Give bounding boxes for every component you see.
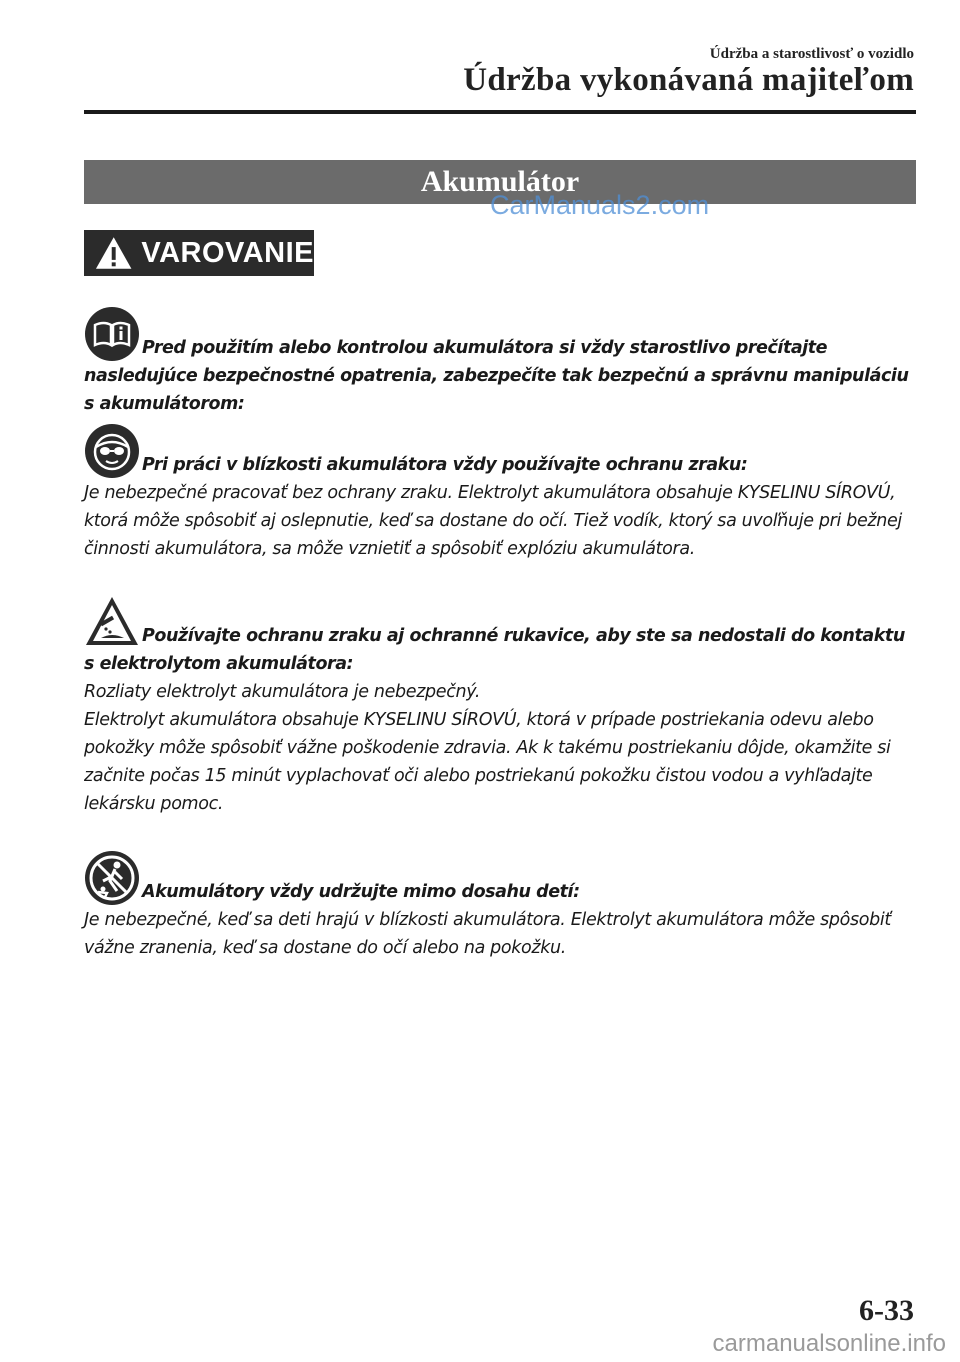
watermark-bottom: carmanualsonline.info — [712, 1330, 946, 1357]
header-divider — [84, 110, 916, 114]
page-number: 6-33 — [859, 1294, 914, 1327]
safety-item-eye-protection — [84, 423, 920, 563]
item-heading: Akumulátory vždy udržujte mimo dosahu detí: — [142, 882, 580, 902]
item-heading: Pri práci v blízkosti akumulátora vždy používajte ochranu zraku: — [142, 455, 748, 475]
keep-away-children-icon — [84, 850, 140, 906]
warning-label — [84, 230, 314, 276]
corrosive-acid-icon — [84, 594, 140, 650]
read-manual-icon — [84, 306, 140, 362]
section-banner: Akumulátor — [84, 160, 916, 204]
item-heading: Používajte ochranu zraku aj ochranné rukavice, aby ste sa nedostali do kontaktu s elektrolytom akumulátora: — [84, 626, 905, 674]
safety-item-read-manual — [84, 306, 920, 418]
chapter-title: Údržba a starostlivosť o vozidlo — [709, 46, 914, 62]
item-body: Rozliaty elektrolyt akumulátora je nebezpečný. Elektrolyt akumulátora obsahuje KYSELINU SÍROVÚ, ktorá v prípade postriekania odevu alebo pokožky môže spôsobiť vážne poškodenie zdravia. Ak k takému postriekaniu dôjde, okamžite si začnite počas 15 minút vyplachovať oči alebo postriekanú pokožku čistou vodou a vyhľadajte lekársku pomoc. — [84, 682, 891, 814]
watermark-top: CarManuals2.com — [490, 190, 710, 220]
safety-item-corrosive — [84, 594, 920, 818]
warning-label-text: VAROVANIE — [141, 236, 314, 269]
page-title: Údržba vykonávaná majiteľom — [463, 62, 914, 98]
item-body: Je nebezpečné pracovať bez ochrany zraku. Elektrolyt akumulátora obsahuje KYSELINU SÍROVÚ, ktorá môže spôsobiť aj oslepnutie, keď sa dostane do očí. Tiež vodík, ktorý sa uvoľňuje pri bežnej činnosti akumulátora, sa môže vznietiť a spôsobiť explóziu akumulátora. — [84, 483, 902, 559]
warning-triangle-icon — [94, 235, 133, 271]
safety-item-children — [84, 850, 920, 962]
eye-protection-icon — [84, 423, 140, 479]
item-heading: Pred použitím alebo kontrolou akumulátora si vždy starostlivo prečítajte nasledujúce bezpečnostné opatrenia, zabezpečíte tak bezpečnú a správnu manipuláciu s akumulátorom: — [84, 338, 909, 414]
item-body: Je nebezpečné, keď sa deti hrajú v blízkosti akumulátora. Elektrolyt akumulátora môže spôsobiť vážne zranenia, keď sa dostane do očí alebo na pokožku. — [84, 910, 891, 958]
